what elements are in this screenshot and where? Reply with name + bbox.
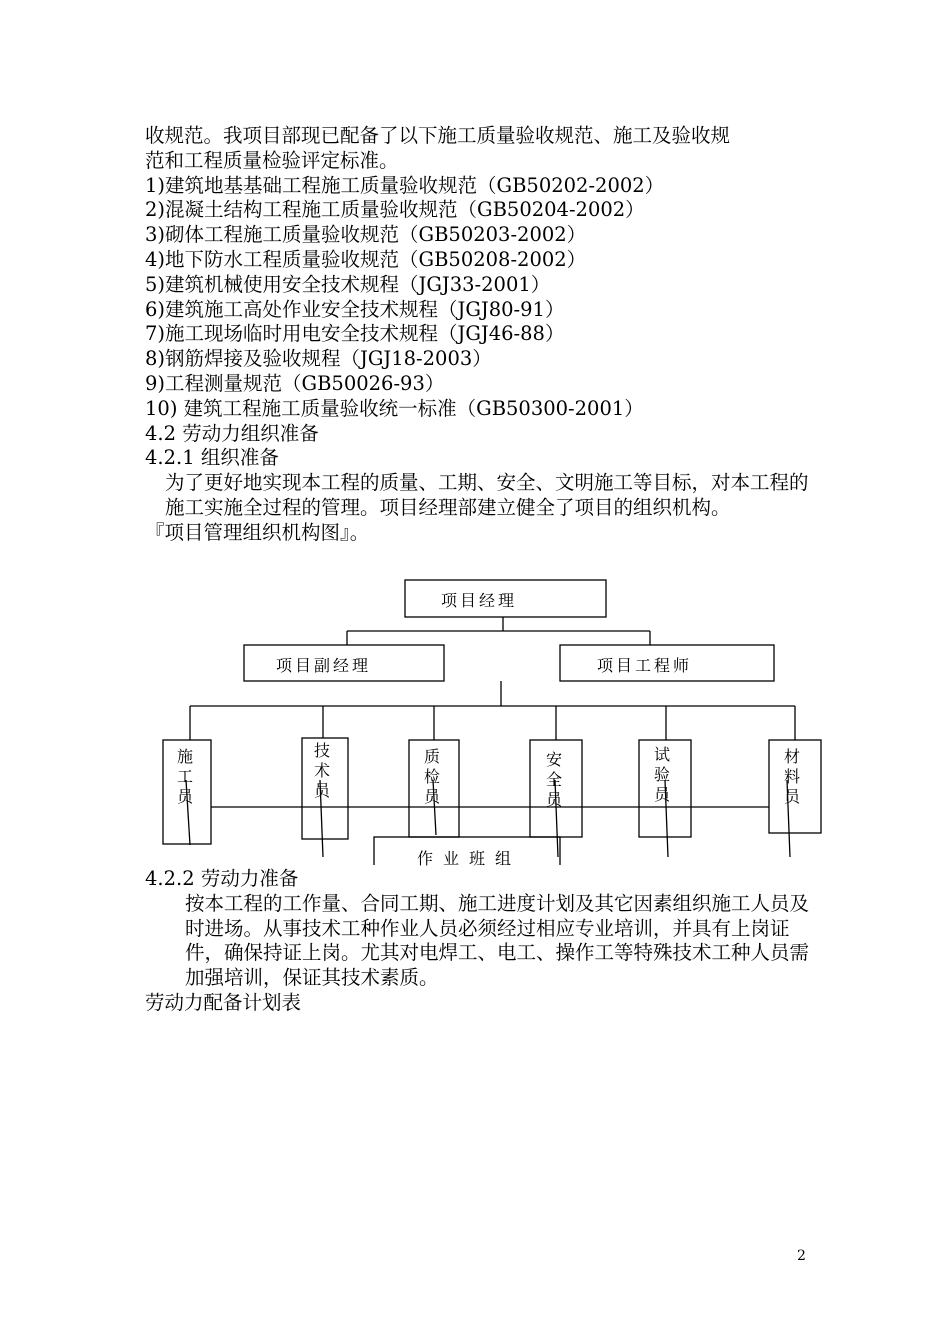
standard-item: 3)砌体工程施工质量验收规范（GB50203-2002） xyxy=(145,223,587,247)
org-chart-lines xyxy=(145,575,835,865)
standard-item: 10) 建筑工程施工质量验收统一标准（GB50300-2001） xyxy=(145,396,644,420)
label-test-officer: 试 验 员 xyxy=(653,745,670,804)
org-chart xyxy=(145,575,835,868)
section-heading-4-2-1: 4.2.1 组织准备 xyxy=(145,446,279,470)
label-deputy-manager: 项目副经理 xyxy=(276,656,372,675)
intro-line-2: 范和工程质量检验评定标准。 xyxy=(145,148,399,172)
standards-section xyxy=(145,124,810,546)
label-project-manager: 项目经理 xyxy=(441,591,518,610)
standard-item: 2)混凝土结构工程施工质量验收规范（GB50204-2002） xyxy=(145,198,645,222)
label-work-team: 作业班组 xyxy=(417,849,522,868)
org-chart-caption: 『项目管理组织机构图』。 xyxy=(145,520,370,544)
page-number: 2 xyxy=(797,1248,806,1264)
standard-item: 8)钢筋焊接及验收规程（JGJ18-2003） xyxy=(145,347,492,371)
intro-line-1: 收规范。我项目部现已配备了以下施工质量验收规范、施工及验收规 xyxy=(145,124,731,147)
label-quality-inspector: 质 检 员 xyxy=(423,747,440,806)
section-heading-4-2: 4.2 劳动力组织准备 xyxy=(145,421,319,445)
label-material-officer: 材 料 员 xyxy=(783,747,800,806)
labor-paragraph: 按本工程的工作量、合同工期、施工进度计划及其它因素组织施工人员及时进场。从事技术工种作业人员必须经过相应专业培训，并具有上岗证件，确保持证上岗。尤其对电焊工、电工、操作工等特殊技术工种人员需加强培训，保证其技术素质。 xyxy=(185,891,810,990)
standard-item: 5)建筑机械使用安全技术规程（JGJ33-2001） xyxy=(145,272,551,296)
standard-item: 6)建筑施工高处作业安全技术规程（JGJ80-91） xyxy=(145,297,565,321)
labor-section xyxy=(145,867,810,1016)
standard-item: 7)施工现场临时用电安全技术规程（JGJ46-88） xyxy=(145,322,565,346)
section-heading-4-2-2: 4.2.2 劳动力准备 xyxy=(145,867,299,890)
standard-item: 9)工程测量规范（GB50026-93） xyxy=(145,371,445,395)
table-title: 劳动力配备计划表 xyxy=(145,990,302,1014)
label-technician: 技 术 员 xyxy=(313,741,330,800)
standard-item: 1)建筑地基基础工程施工质量验收规范（GB50202-2002） xyxy=(145,173,665,197)
label-safety-officer: 安 全 员 xyxy=(545,750,562,809)
label-construction-worker: 施 工 员 xyxy=(176,747,193,806)
standard-item: 4)地下防水工程质量验收规范（GB50208-2002） xyxy=(145,247,587,271)
label-project-engineer: 项目工程师 xyxy=(597,656,693,675)
org-paragraph: 为了更好地实现本工程的质量、工期、安全、文明施工等目标，对本工程的施工实施全过程的管理。项目经理部建立健全了项目的组织机构。 xyxy=(165,471,809,519)
